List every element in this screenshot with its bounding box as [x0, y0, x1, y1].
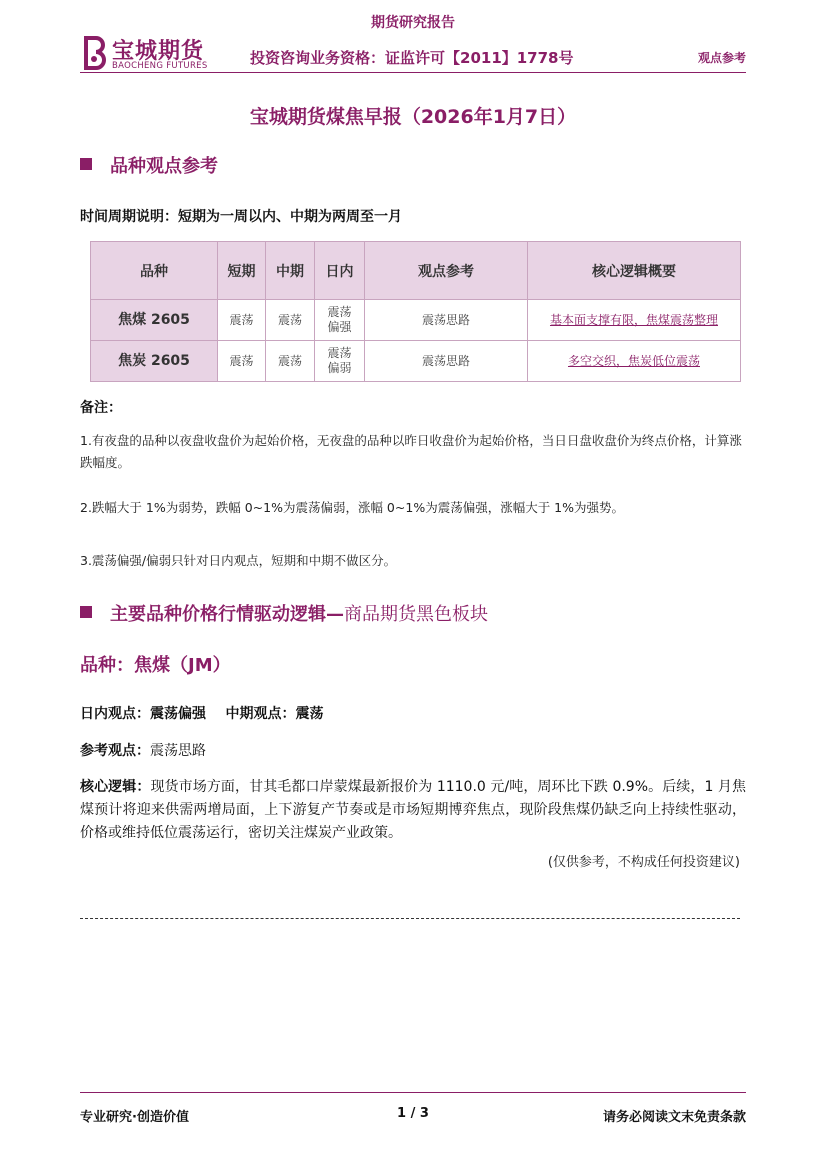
header-logic: 核心逻辑概要 — [528, 242, 741, 300]
core-logic-text: 现货市场方面，甘其毛都口岸蒙煤最新报价为 1110.0 元/吨，周环比下跌 0.9%。后续，1 月焦煤预计将迎来供需两增局面，上下游复产节奏或是市场短期博弈焦点，现阶段焦煤仍缺乏向上持续性驱动，价格或维持低位震荡运行，密切关注煤炭产业政策。 — [80, 779, 747, 841]
views-table — [90, 241, 741, 382]
footer-rule — [80, 1092, 746, 1093]
core-logic-label: 核心逻辑： — [80, 779, 151, 795]
section-heading-light: 商品期货黑色板块 — [344, 604, 488, 625]
license-text: 投资咨询业务资格：证监许可【2011】1778号 — [250, 49, 574, 67]
row-intraday — [315, 341, 365, 382]
row-intraday-text: 震荡偏强 — [327, 305, 352, 334]
page-number: 1 / 3 — [397, 1106, 429, 1121]
header-intraday: 日内 — [315, 242, 365, 300]
reference-value: 震荡思路 — [150, 743, 206, 759]
period-note: 时间周期说明：短期为一周以内、中期为两周至一月 — [80, 209, 402, 225]
disclaimer: (仅供参考，不构成任何投资建议) — [547, 855, 740, 870]
reference-label: 参考观点： — [80, 743, 150, 759]
row-view: 震荡思路 — [365, 341, 528, 382]
note-2: 2.跌幅大于 1%为弱势，跌幅 0~1%为震荡偏弱，涨幅 0~1%为震荡偏强，涨幅大于 1%为强势。 — [80, 500, 624, 515]
table-header-row — [91, 242, 741, 300]
row-mid: 震荡 — [266, 341, 315, 382]
square-bullet-icon — [80, 158, 92, 170]
header-short: 短期 — [218, 242, 266, 300]
logo-text-cn: 宝城期货 — [112, 39, 205, 64]
logo-text-en: BAOCHENG FUTURES — [112, 61, 208, 71]
row-intraday-text: 震荡偏弱 — [327, 346, 352, 375]
core-logic — [80, 776, 746, 845]
row-variety: 焦煤 2605 — [91, 300, 218, 341]
row-intraday — [315, 300, 365, 341]
note-3: 3.震荡偏强/偏弱只针对日内观点，短期和中期不做区分。 — [80, 553, 397, 568]
section-heading-bold: 主要品种价格行情驱动逻辑— — [110, 604, 344, 625]
table-row — [91, 341, 741, 382]
document-title: 宝城期货煤焦早报（2026年1月7日） — [249, 106, 577, 128]
section-heading-drivers — [80, 600, 488, 626]
intraday-view: 日内观点：震荡偏强 — [80, 706, 206, 722]
header-view: 观点参考 — [365, 242, 528, 300]
note-1: 1.有夜盘的品种以夜盘收盘价为起始价格，无夜盘的品种以昨日收盘价为起始价格，当日日盘收盘价为终点价格，计算涨跌幅度。 — [80, 433, 742, 470]
section-heading-text: 品种观点参考 — [110, 156, 218, 177]
report-type: 期货研究报告 — [371, 15, 455, 31]
baocheng-logo-icon — [80, 34, 110, 70]
view-summary — [80, 703, 324, 723]
header-mid: 中期 — [266, 242, 315, 300]
variety-heading: 品种：焦煤（JM） — [80, 655, 231, 676]
row-logic-link[interactable]: 基本面支撑有限，焦煤震荡整理 — [528, 300, 741, 341]
footer-slogan: 专业研究·创造价值 — [80, 1110, 189, 1125]
row-short: 震荡 — [218, 300, 266, 341]
dashed-divider — [80, 918, 740, 919]
mid-view: 中期观点：震荡 — [225, 706, 324, 722]
notes-heading: 备注： — [80, 400, 122, 416]
row-logic-link[interactable]: 多空交织，焦炭低位震荡 — [528, 341, 741, 382]
section-heading-views — [80, 152, 218, 178]
header-rule — [80, 72, 746, 73]
company-logo — [80, 34, 210, 74]
header-variety: 品种 — [91, 242, 218, 300]
row-mid: 震荡 — [266, 300, 315, 341]
row-view: 震荡思路 — [365, 300, 528, 341]
row-variety: 焦炭 2605 — [91, 341, 218, 382]
footer-disclaimer-note: 请务必阅读文末免责条款 — [602, 1110, 746, 1125]
header-tag: 观点参考 — [697, 51, 746, 65]
row-short: 震荡 — [218, 341, 266, 382]
reference-view — [80, 740, 206, 760]
table-row — [91, 300, 741, 341]
square-bullet-icon — [80, 606, 92, 618]
